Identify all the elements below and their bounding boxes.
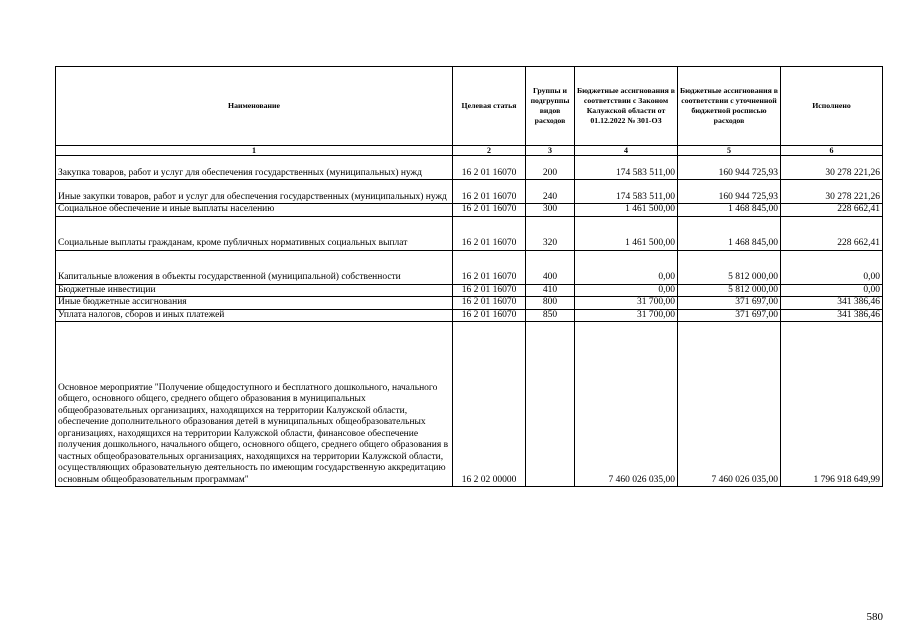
header-expense-groups: Группы и подгруппы видов расходов [526,67,575,146]
row-schedule-amount: 7 460 026 035,00 [678,322,781,487]
row-group: 320 [526,216,575,250]
row-schedule-amount: 160 944 725,93 [678,180,781,204]
row-executed-amount: 30 278 221,26 [781,180,883,204]
table-row [56,180,883,204]
column-number: 4 [575,146,678,156]
row-schedule-amount: 371 697,00 [678,309,781,322]
row-executed-amount: 228 662,41 [781,216,883,250]
row-name: Иные закупки товаров, работ и услуг для обеспечения государственных (муниципальных) нужд [56,180,453,204]
table-row [56,309,883,322]
row-target: 16 2 01 16070 [453,309,526,322]
row-group: 200 [526,156,575,180]
row-name: Капитальные вложения в объекты государственной (муниципальной) собственности [56,250,453,284]
row-schedule-amount: 1 468 845,00 [678,204,781,217]
row-group: 800 [526,297,575,310]
table-row [56,284,883,297]
row-law-amount: 174 583 511,00 [575,180,678,204]
row-group: 240 [526,180,575,204]
row-target: 16 2 01 16070 [453,180,526,204]
table-row [56,250,883,284]
row-law-amount: 31 700,00 [575,309,678,322]
row-executed-amount: 341 386,46 [781,297,883,310]
row-schedule-amount: 371 697,00 [678,297,781,310]
header-target-article: Целевая статья [453,67,526,146]
header-row [56,67,883,146]
row-schedule-amount: 1 468 845,00 [678,216,781,250]
row-executed-amount: 0,00 [781,250,883,284]
row-schedule-amount: 5 812 000,00 [678,250,781,284]
table-row [56,322,883,487]
row-target: 16 2 01 16070 [453,216,526,250]
row-law-amount: 1 461 500,00 [575,204,678,217]
row-executed-amount: 341 386,46 [781,309,883,322]
row-schedule-amount: 160 944 725,93 [678,156,781,180]
row-law-amount: 0,00 [575,284,678,297]
column-number: 5 [678,146,781,156]
row-group: 400 [526,250,575,284]
row-executed-amount: 0,00 [781,284,883,297]
row-law-amount: 0,00 [575,250,678,284]
row-law-amount: 174 583 511,00 [575,156,678,180]
column-number: 2 [453,146,526,156]
row-target: 16 2 02 00000 [453,322,526,487]
row-executed-amount: 30 278 221,26 [781,156,883,180]
row-name: Основное мероприятие "Получение общедоступного и бесплатного дошкольного, начального общего, основного общего, среднего общего образования в муниципальных общеобразовательных организациях, находящихся на территории Калужской области, обеспечение дополнительного образования детей в муниципальных общеобразовательных организациях, находящихся на территории Калужской области, финансовое обеспечение получения дошкольного, начального общего, основного общего, среднего общего образования в частных общеобразовательных организациях, находящихся на территории Калужской области, осуществляющих образовательную деятельность по имеющим государственную аккредитацию основным общеобразовательным программам" [56,322,453,487]
row-name: Социальные выплаты гражданам, кроме публичных нормативных социальных выплат [56,216,453,250]
column-number: 1 [56,146,453,156]
table-row [56,297,883,310]
row-name: Бюджетные инвестиции [56,284,453,297]
budget-table [55,66,883,487]
column-numbers-row [56,146,883,156]
row-target: 16 2 01 16070 [453,297,526,310]
row-target: 16 2 01 16070 [453,156,526,180]
table-row [56,216,883,250]
row-executed-amount: 1 796 918 649,99 [781,322,883,487]
row-executed-amount: 228 662,41 [781,204,883,217]
column-number: 6 [781,146,883,156]
row-group: 410 [526,284,575,297]
row-target: 16 2 01 16070 [453,250,526,284]
page-number: 580 [866,611,883,623]
row-name: Иные бюджетные ассигнования [56,297,453,310]
header-law-allocations: Бюджетные ассигнования в соответствии с Законом Калужской области от 01.12.2022 № 301-ОЗ [575,67,678,146]
column-number: 3 [526,146,575,156]
row-group: 300 [526,204,575,217]
row-name: Уплата налогов, сборов и иных платежей [56,309,453,322]
header-executed: Исполнено [781,67,883,146]
row-target: 16 2 01 16070 [453,284,526,297]
row-law-amount: 1 461 500,00 [575,216,678,250]
row-name: Закупка товаров, работ и услуг для обеспечения государственных (муниципальных) нужд [56,156,453,180]
table-row [56,156,883,180]
row-group: 850 [526,309,575,322]
row-law-amount: 7 460 026 035,00 [575,322,678,487]
row-target: 16 2 01 16070 [453,204,526,217]
row-law-amount: 31 700,00 [575,297,678,310]
header-schedule-allocations: Бюджетные ассигнования в соответствии с уточненной бюджетной росписью расходов [678,67,781,146]
header-name: Наименование [56,67,453,146]
table-row [56,204,883,217]
row-name: Социальное обеспечение и иные выплаты населению [56,204,453,217]
row-schedule-amount: 5 812 000,00 [678,284,781,297]
row-group [526,322,575,487]
